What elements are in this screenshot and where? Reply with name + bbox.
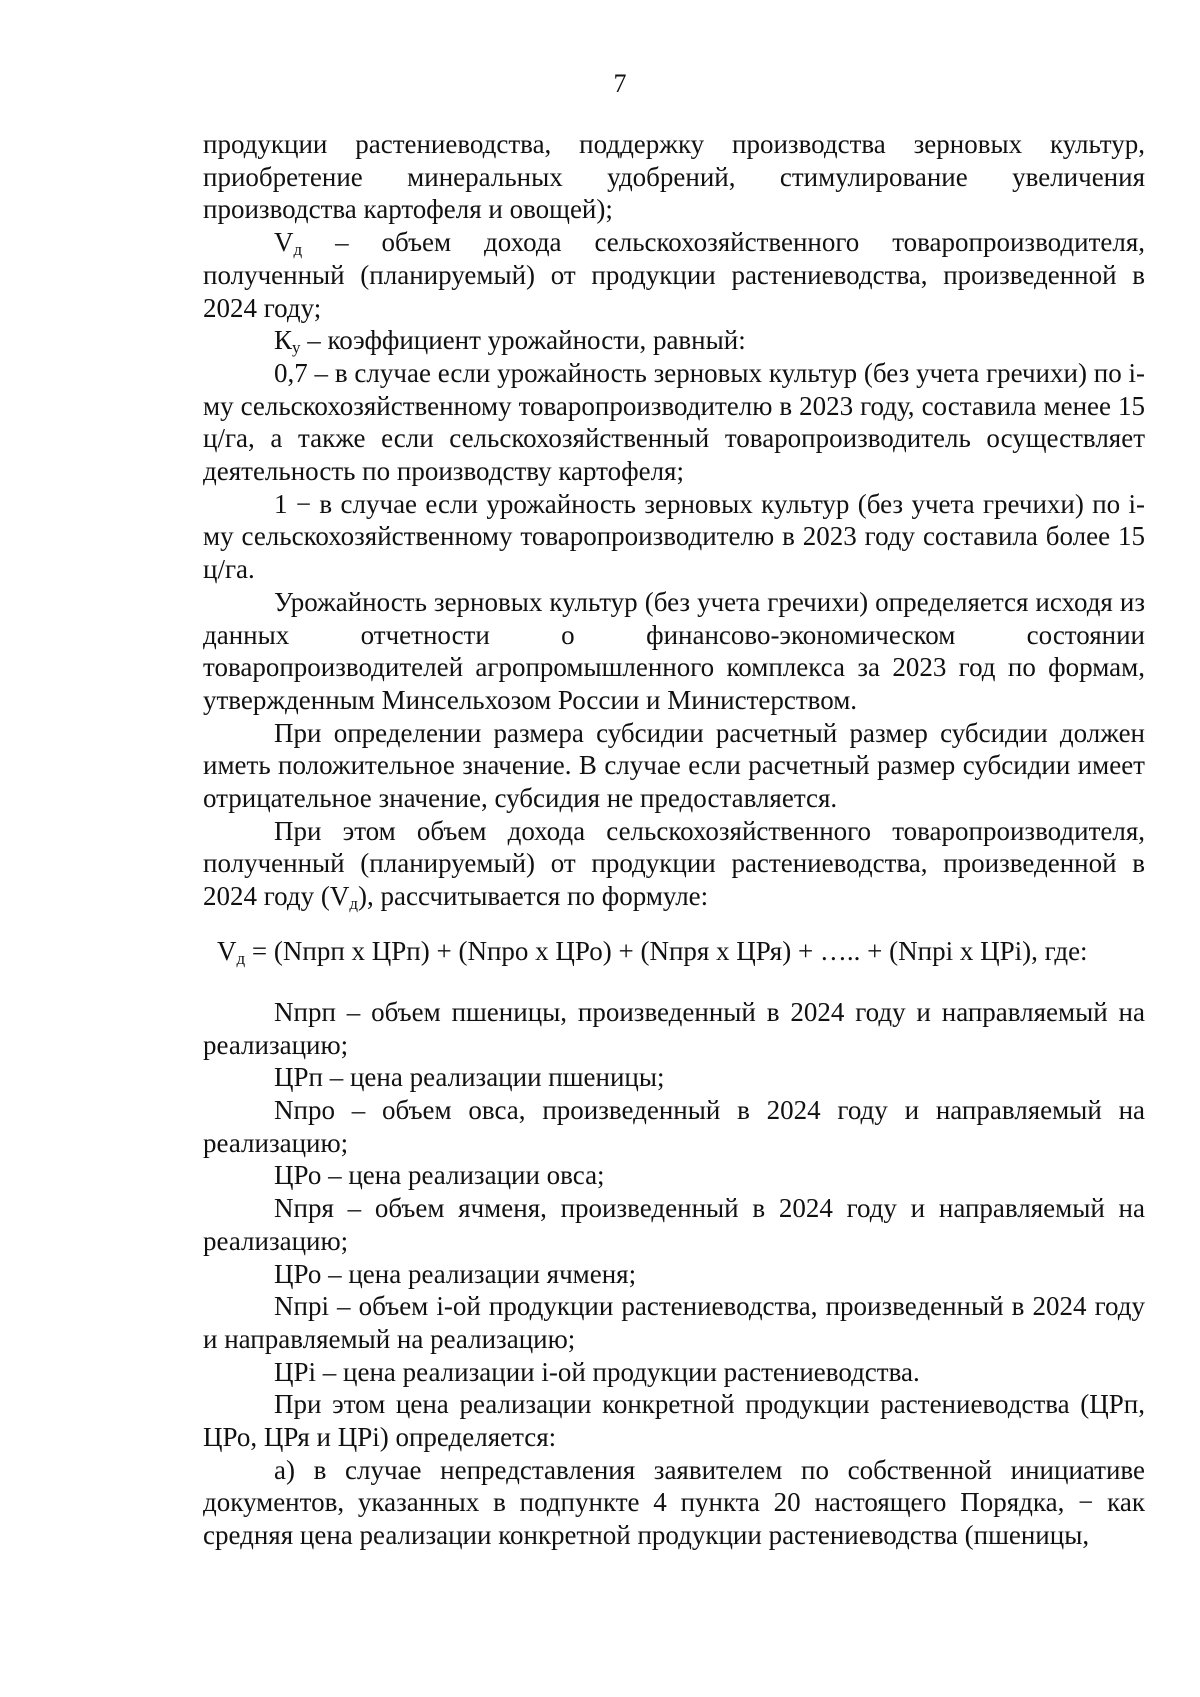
text-run: К — [274, 325, 293, 356]
paragraph — [203, 717, 1145, 815]
paragraph — [203, 1388, 1145, 1453]
text-run: ), рассчитывается по формуле: — [358, 881, 709, 912]
paragraph — [203, 1454, 1145, 1552]
subscript: у — [292, 338, 301, 358]
text-run: V — [274, 227, 294, 258]
text-run: ЦРп – цена реализации пшеницы; — [274, 1062, 665, 1093]
subscript: д — [349, 894, 359, 914]
paragraph — [203, 1192, 1145, 1257]
paragraph — [203, 1094, 1145, 1159]
subscript: д — [236, 948, 246, 968]
paragraph — [203, 1356, 1145, 1389]
paragraph — [203, 815, 1145, 913]
text-run: Nпрi – объем i-ой продукции растениеводства, произведенный в 2024 году и направляемый на реализацию; — [203, 1291, 1145, 1354]
text-run: Nпря – объем ячменя, произведенный в 2024 году и направляемый на реализацию; — [203, 1193, 1145, 1256]
paragraph — [203, 488, 1145, 586]
text-run: ЦРо – цена реализации овса; — [274, 1160, 605, 1191]
paragraph — [203, 1061, 1145, 1094]
text-run: ЦРо – цена реализации ячменя; — [274, 1258, 637, 1289]
text-run: V — [217, 935, 237, 966]
text-run: Nпро – объем овса, произведенный в 2024 году и направляемый на реализацию; — [203, 1094, 1145, 1158]
text-run: = (Nпрп х ЦРп) + (Nпро х ЦРо) + (Nпря х ЦРя) + ….. + (Nпрi х ЦРi), где: — [245, 935, 1088, 966]
paragraph — [203, 996, 1145, 1061]
text-run: а) в случае непредставления заявителем по собственной инициативе документов, указанных в подпункте 4 пункта 20 настоящего Порядка, − как средняя цена реализации конкретной продукции растениеводства (пшеницы, — [203, 1454, 1145, 1551]
text-run: – коэффициент урожайности, равный: — [300, 325, 746, 356]
text-run: ЦРi – цена реализации i-ой продукции растениеводства. — [274, 1356, 920, 1387]
text-run: – объем дохода сельскохозяйственного товаропроизводителя, полученный (планируемый) от продукции растениеводства, произведенной в 2024 году; — [203, 227, 1145, 323]
text-run: При этом объем дохода сельскохозяйственного товаропроизводителя, полученный (планируемый) от продукции растениеводства, произведенной в 2024 году (V — [203, 815, 1145, 912]
text-run: При определении размера субсидии расчетный размер субсидии должен иметь положительное значение. В случае если расчетный размер субсидии имеет отрицательное значение, субсидия не предоставляется. — [203, 717, 1145, 814]
paragraph — [203, 357, 1145, 488]
page-number: 7 — [613, 69, 627, 98]
formula — [217, 934, 1145, 968]
text-run: Урожайность зерновых культур (без учета гречихи) определяется исходя из данных отчетности о финансово-экономическом состоянии товаропроизводителей агропромышленного комплекса за 2023 год по формам, утвержденным Минсельхозом России и Министерством. — [203, 586, 1145, 715]
text-run: При этом цена реализации конкретной продукции растениеводства (ЦРп, ЦРо, ЦРя и ЦРi) определяется: — [203, 1389, 1145, 1453]
paragraph — [203, 1290, 1145, 1355]
document-body — [203, 128, 1145, 1552]
text-run: 0,7 – в случае если урожайность зерновых культур (без учета гречихи) по i-му сельскохозяйственному товаропроизводителю в 2023 году, составила менее 15 ц/га, а также если сельскохозяйственный товаропроизводитель осуществляет деятельность по производству картофеля; — [203, 357, 1145, 487]
text-run: продукции растениеводства, поддержку производства зерновых культур, приобретение минеральных удобрений, стимулирование увеличения производства картофеля и овощей); — [203, 129, 1145, 225]
paragraph — [203, 226, 1145, 324]
paragraph — [203, 1159, 1145, 1192]
text-run: 1 − в случае если урожайность зерновых культур (без учета гречихи) по i-му сельскохозяйственному товаропроизводителю в 2023 году составила более 15 ц/га. — [203, 488, 1145, 585]
paragraph — [203, 324, 1145, 357]
paragraph — [203, 586, 1145, 717]
text-run: Nпрп – объем пшеницы, произведенный в 2024 году и направляемый на реализацию; — [203, 996, 1145, 1060]
paragraph — [203, 128, 1145, 226]
paragraph — [203, 1258, 1145, 1291]
subscript: д — [293, 240, 303, 260]
